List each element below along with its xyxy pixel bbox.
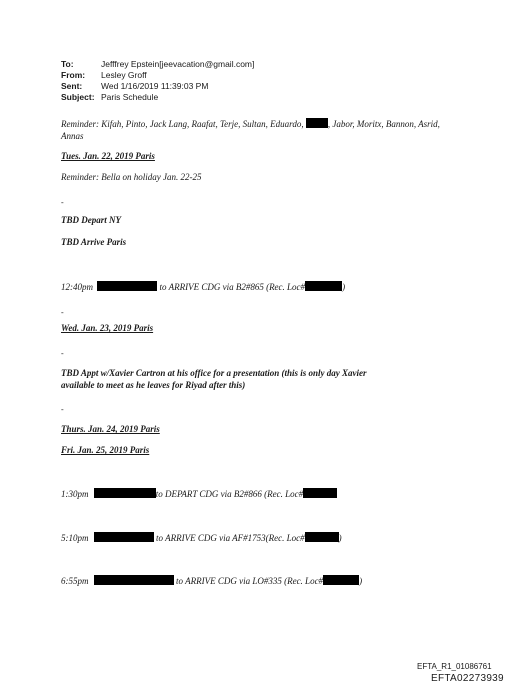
appt-line-2: available to meet as he leaves for Riyad after this) [61, 380, 246, 390]
day-heading-thurs: Thurs. Jan. 24, 2019 Paris [61, 424, 160, 434]
flight-row-fri-3 [61, 575, 362, 587]
bates-number-primary: EFTA_R1_01086761 [417, 662, 492, 671]
from-label: From: [61, 70, 86, 80]
redaction-box [94, 575, 174, 585]
reminder-paragraph [61, 118, 441, 142]
flight-time: 5:10pm [61, 533, 89, 543]
separator-dash: - [61, 349, 64, 358]
bates-number-secondary: EFTA02273939 [431, 673, 504, 684]
tbd-depart-ny: TBD Depart NY [61, 215, 121, 225]
flight-close: ) [359, 576, 363, 586]
subject-value: Paris Schedule [101, 92, 159, 102]
from-row [61, 70, 254, 81]
flight-time: 1:30pm [61, 489, 89, 499]
to-value: Jefffrey Epstein[jeevacation@gmail.com] [101, 59, 255, 69]
reminder-text-part1: Reminder: Kifah, Pinto, Jack Lang, Raafat, Terje, Sultan, Eduardo, [61, 119, 304, 129]
flight-time: 6:55pm [61, 576, 89, 586]
redaction-box [306, 118, 328, 128]
flight-close: ) [338, 533, 342, 543]
redaction-box [305, 532, 339, 542]
flight-row-tues [61, 281, 345, 293]
day-heading-tues: Tues. Jan. 22, 2019 Paris [61, 151, 155, 161]
flight-row-fri-1 [61, 488, 337, 500]
redaction-box [323, 575, 359, 585]
sent-row [61, 81, 254, 92]
redaction-box [303, 488, 337, 498]
day-heading-wed: Wed. Jan. 23, 2019 Paris [61, 323, 154, 333]
to-label: To: [61, 59, 74, 69]
subject-label: Subject: [61, 92, 95, 102]
from-value: Lesley Groff [101, 70, 147, 80]
bella-reminder: Reminder: Bella on holiday Jan. 22-25 [61, 172, 202, 182]
flight-close: ) [342, 282, 346, 292]
flight-time: 12:40pm [61, 282, 93, 292]
flight-details: to DEPART CDG via B2#866 (Rec. Loc# [155, 489, 304, 499]
day-heading-fri: Fri. Jan. 25, 2019 Paris [61, 445, 150, 455]
flight-details: to ARRIVE CDG via LO#335 (Rec. Loc# [176, 576, 324, 586]
sent-label: Sent: [61, 81, 83, 91]
subject-row [61, 92, 254, 103]
redaction-box [97, 281, 157, 291]
redaction-box [94, 532, 154, 542]
separator-dash: - [61, 308, 64, 317]
separator-dash: - [61, 405, 64, 414]
tbd-arrive-paris: TBD Arrive Paris [61, 237, 127, 247]
email-header [61, 59, 254, 103]
to-row [61, 59, 254, 70]
separator-dash: - [61, 198, 64, 207]
appt-line-1: TBD Appt w/Xavier Cartron at his office for a presentation (this is only day Xavier [61, 368, 367, 378]
flight-row-fri-2 [61, 532, 342, 544]
flight-details: to ARRIVE CDG via B2#865 (Rec. Loc# [159, 282, 306, 292]
flight-details: to ARRIVE CDG via AF#1753(Rec. Loc# [156, 533, 305, 543]
redaction-box [305, 281, 342, 291]
sent-value: Wed 1/16/2019 11:39:03 PM [101, 81, 209, 91]
redaction-box [94, 488, 156, 498]
reminder-text-part2: , Jabor, Moritx, Bannon, Asrid, Annas [61, 119, 440, 141]
